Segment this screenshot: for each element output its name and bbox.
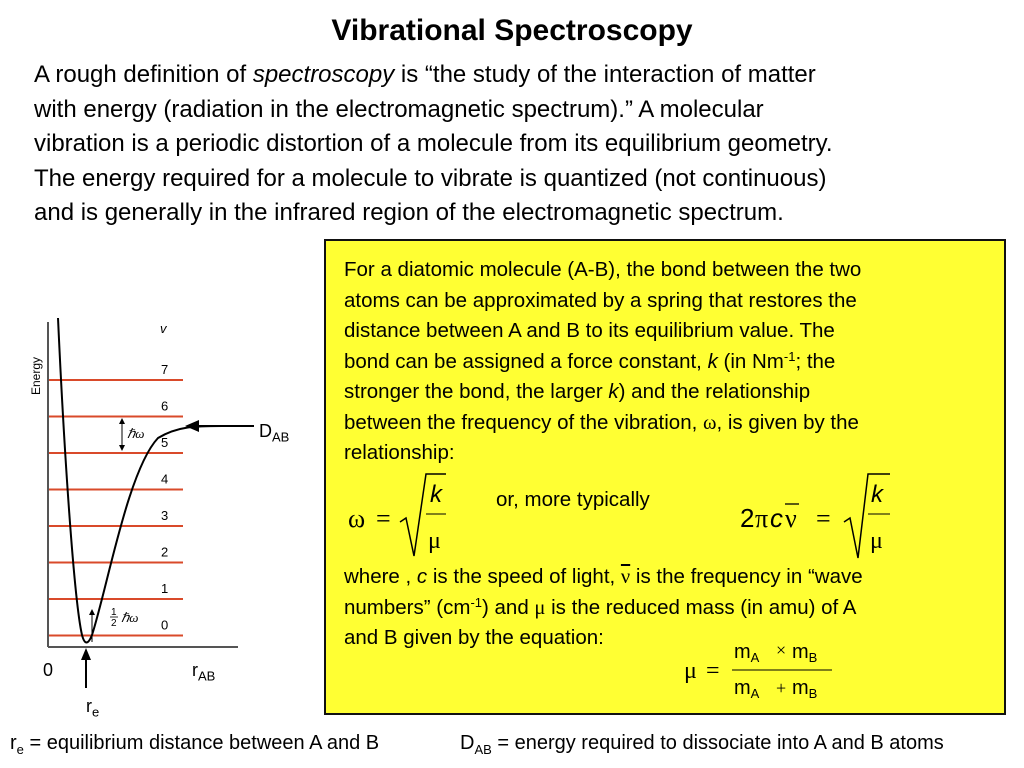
d-ab-label: $D_{AB}$ <box>259 421 290 445</box>
equals-sign: = <box>816 504 831 533</box>
m-a-numerator: $m_A$ <box>734 641 760 665</box>
pi-symbol: π <box>755 504 769 533</box>
omega-symbol: ω <box>348 504 366 533</box>
page-title: Vibrational Spectroscopy <box>331 14 693 47</box>
k-numerator: k <box>871 481 883 508</box>
re-arrowhead <box>81 648 91 660</box>
energy-level-label: 6 <box>161 398 169 414</box>
hbar-omega-zero-label: ℏω <box>121 610 139 625</box>
intro-paragraph: A rough definition of spectroscopy is “the study of the interaction of matter with energy (radiation in the electromagnetic spectrum).” A molecular vibration is a periodic distortion of a molecule from its equilibrium geometry. The energy required for a molecule to vibrate is quantized (not continuous) and is generally in the infrared region of the electromagnetic spectrum. <box>34 61 833 226</box>
level-spacing-arrowhead-up <box>119 418 125 424</box>
re-definition: $r_e$ = equilibrium distance between A and B <box>10 732 380 757</box>
c-symbol: c <box>770 503 783 533</box>
energy-level-label: 7 <box>161 362 169 377</box>
times-sign: × <box>776 640 787 660</box>
reduced-mass-equation <box>680 634 840 706</box>
m-b-numerator: $m_B$ <box>792 641 818 665</box>
spring-model-text: For a diatomic molecule (A-B), the bond between the two atoms can be approximated by a spring that restores the distance between A and B to its equilibrium value. The bond can be assigned a force constant, k (in $Nm^{-1}$; the stronger the bond, the larger k) and the relationship between the frequency of the vibration, ω, is given by the relationship: <box>344 258 862 464</box>
omega-equation <box>340 470 450 560</box>
or-typically-text: or, more typically <box>496 488 650 511</box>
mu-denominator: μ <box>428 528 441 554</box>
k-numerator: k <box>430 481 442 508</box>
m-b-denominator: $m_B$ <box>792 677 818 701</box>
re-label: $r_e$ <box>86 696 100 720</box>
quantum-number-label: v <box>160 321 167 336</box>
m-a-denominator: $m_A$ <box>734 677 760 701</box>
plus-sign: + <box>776 678 787 698</box>
definitions-text: where , c is the speed of light, $\overline{\nu}$ is the frequency in “wave numbers” $(cm^{-1})$ and μ is the reduced mass (in amu) of A and B given by the equation: <box>344 565 863 649</box>
energy-level-label: 1 <box>161 581 169 596</box>
morse-potential-curve <box>58 318 222 643</box>
nu-symbol: ν <box>785 504 797 533</box>
hbar-omega-label: ℏω <box>127 426 145 441</box>
equals-sign: = <box>706 658 720 684</box>
r-ab-label: $r_{AB}$ <box>192 660 216 684</box>
two-symbol: 2 <box>740 503 755 533</box>
half-numerator: 1 <box>111 607 117 618</box>
energy-axis-label: Energy <box>29 356 43 395</box>
potential-energy-diagram <box>0 300 320 760</box>
energy-level-label: 3 <box>161 508 169 523</box>
dab-definition: $D_{AB}$ = energy required to dissociate into A and B atoms <box>460 732 944 757</box>
sqrt-sign <box>844 474 890 558</box>
mu-symbol: μ <box>684 658 697 684</box>
energy-level-label: 4 <box>161 471 169 487</box>
level-spacing-arrowhead-down <box>119 445 125 451</box>
level-labels <box>161 362 168 633</box>
dissociation-arrowhead <box>185 420 199 432</box>
energy-level-label: 0 <box>161 617 169 633</box>
equals-sign: = <box>376 504 391 533</box>
wavenumber-equation <box>730 470 900 565</box>
energy-level-label: 5 <box>161 435 169 450</box>
energy-level-label: 2 <box>161 544 169 560</box>
zero-point-arrowhead <box>89 609 95 615</box>
zero-label: 0 <box>43 660 54 680</box>
mu-denominator: μ <box>870 528 883 554</box>
half-denominator: 2 <box>111 618 117 629</box>
spectroscopy-term: spectroscopy <box>252 61 395 88</box>
